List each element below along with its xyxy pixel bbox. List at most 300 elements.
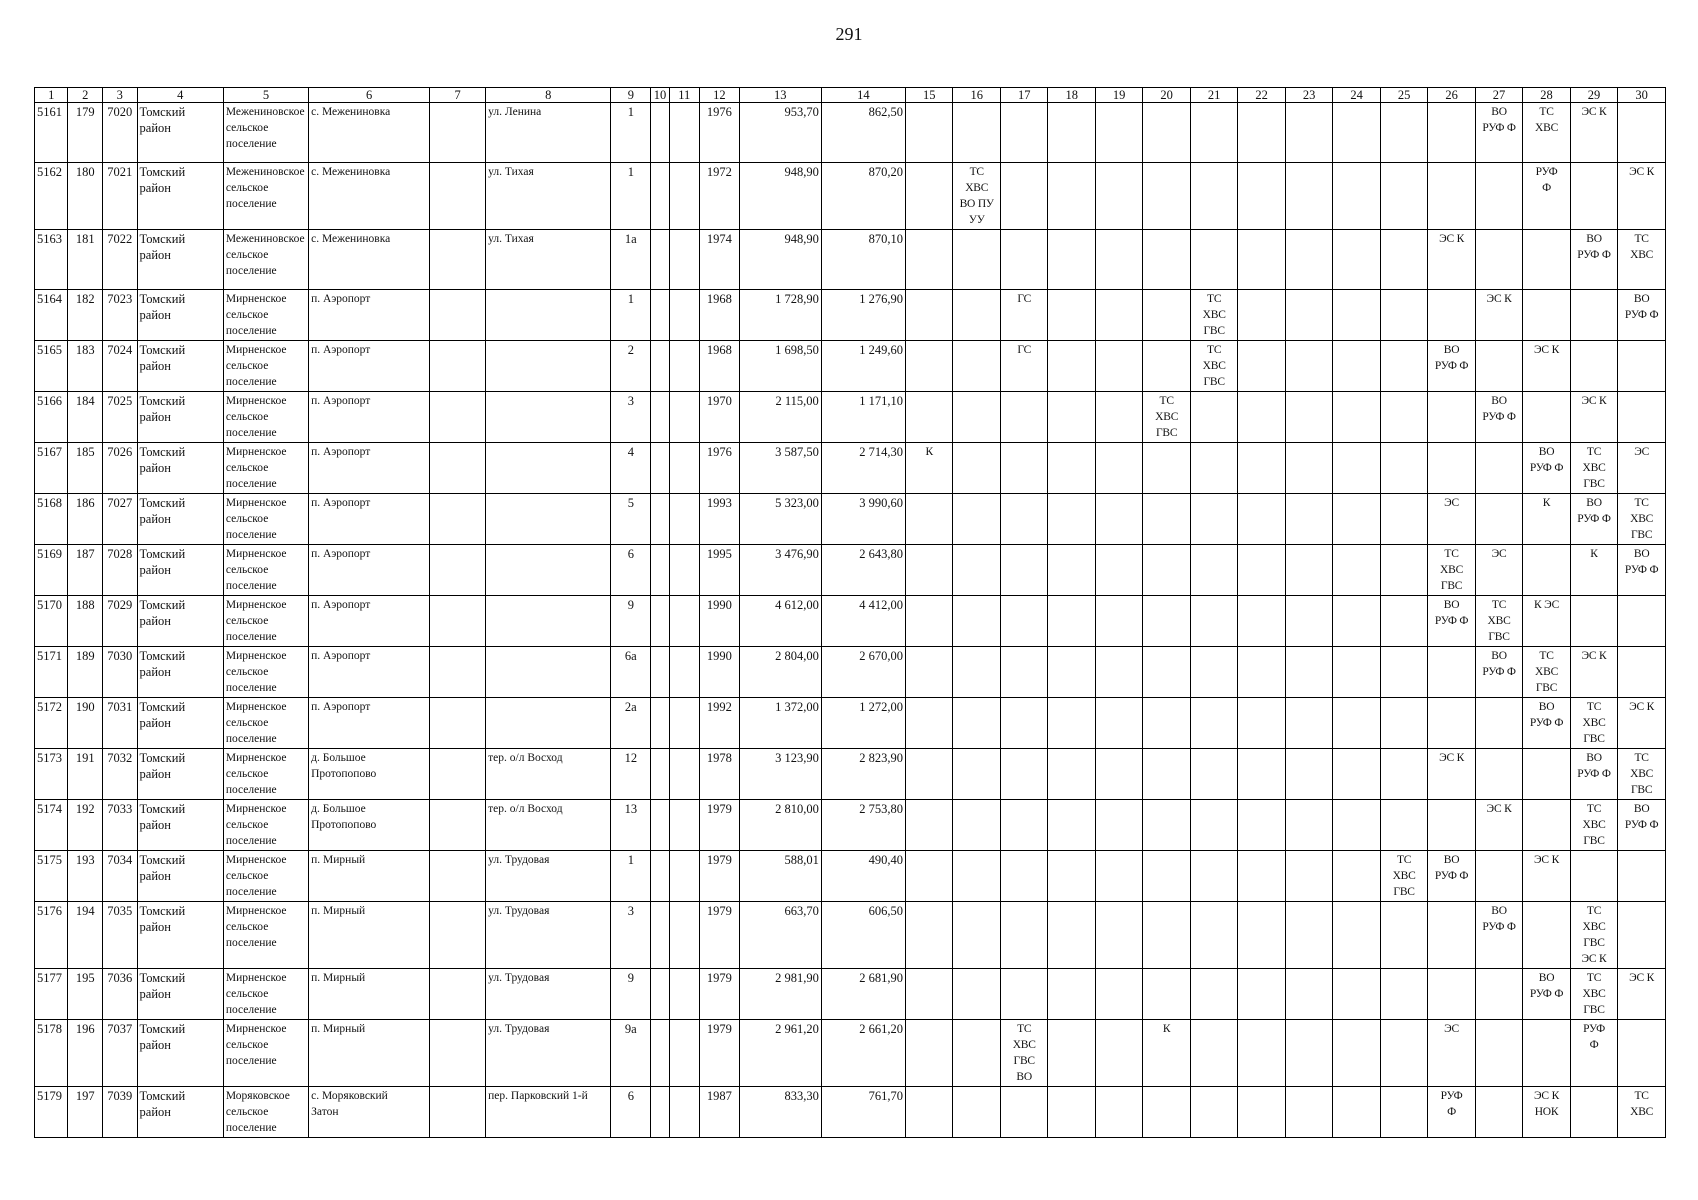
table-cell-col-24 — [1333, 545, 1380, 596]
table-cell-col-1: 5172 — [35, 698, 68, 749]
table-cell-col-18 — [1048, 103, 1095, 163]
table-cell-col-23 — [1285, 1087, 1332, 1138]
table-cell-col-18 — [1048, 443, 1095, 494]
table-cell-col-10 — [651, 443, 669, 494]
table-cell-col-13: 3 123,90 — [739, 749, 821, 800]
table-cell-col-5: Мирненское сельское поселение — [223, 494, 308, 545]
table-cell-col-25: ТС ХВС ГВС — [1380, 851, 1427, 902]
table-cell-col-14: 2 670,00 — [821, 647, 905, 698]
table-cell-col-17 — [1000, 103, 1047, 163]
table-cell-col-7 — [430, 800, 486, 851]
table-cell-col-3: 7030 — [102, 647, 137, 698]
table-cell-col-1: 5162 — [35, 163, 68, 230]
table-cell-col-2: 183 — [68, 341, 103, 392]
table-cell-col-1: 5178 — [35, 1020, 68, 1087]
table-cell-col-4: Томский район — [137, 851, 223, 902]
table-cell-col-15 — [906, 341, 953, 392]
table-cell-col-28: К — [1523, 494, 1570, 545]
table-cell-col-2: 191 — [68, 749, 103, 800]
table-cell-col-5: Межениновское сельское поселение — [223, 163, 308, 230]
table-cell-col-4: Томский район — [137, 230, 223, 290]
table-cell-col-1: 5166 — [35, 392, 68, 443]
table-cell-col-5: Мирненское сельское поселение — [223, 969, 308, 1020]
table-cell-col-21 — [1190, 902, 1237, 969]
table-cell-col-30: ТС ХВС — [1618, 1087, 1666, 1138]
table-cell-col-13: 953,70 — [739, 103, 821, 163]
table-cell-col-12: 1979 — [699, 1020, 739, 1087]
table-cell-col-14: 2 643,80 — [821, 545, 905, 596]
table-cell-col-2: 187 — [68, 545, 103, 596]
table-cell-col-14: 761,70 — [821, 1087, 905, 1138]
table-cell-col-27 — [1475, 230, 1522, 290]
table-cell-col-8 — [486, 392, 611, 443]
table-cell-col-8: ул. Трудовая — [486, 969, 611, 1020]
table-cell-col-12: 1976 — [699, 443, 739, 494]
table-cell-col-8: ул. Ленина — [486, 103, 611, 163]
table-cell-col-23 — [1285, 545, 1332, 596]
table-cell-col-1: 5179 — [35, 1087, 68, 1138]
table-cell-col-17 — [1000, 1087, 1047, 1138]
table-cell-col-26 — [1428, 698, 1475, 749]
table-cell-col-12: 1970 — [699, 392, 739, 443]
table-cell-col-9: 6 — [611, 545, 651, 596]
table-cell-col-4: Томский район — [137, 1087, 223, 1138]
table-cell-col-29: ВО РУФ Ф — [1570, 749, 1617, 800]
table-cell-col-16 — [953, 103, 1000, 163]
table-cell-col-7 — [430, 230, 486, 290]
table-cell-col-2: 182 — [68, 290, 103, 341]
table-cell-col-26 — [1428, 163, 1475, 230]
table-cell-col-8 — [486, 596, 611, 647]
table-cell-col-29: ЭС К — [1570, 392, 1617, 443]
table-cell-col-17 — [1000, 230, 1047, 290]
table-cell-col-3: 7024 — [102, 341, 137, 392]
table-cell-col-8: тер. о/л Восход — [486, 800, 611, 851]
table-cell-col-25 — [1380, 230, 1427, 290]
table-cell-col-2: 188 — [68, 596, 103, 647]
table-cell-col-27: ЭС К — [1475, 800, 1522, 851]
table-cell-col-25 — [1380, 494, 1427, 545]
table-cell-col-26: ВО РУФ Ф — [1428, 596, 1475, 647]
table-cell-col-30 — [1618, 647, 1666, 698]
table-cell-col-23 — [1285, 494, 1332, 545]
table-cell-col-1: 5167 — [35, 443, 68, 494]
table-cell-col-10 — [651, 969, 669, 1020]
table-cell-col-1: 5163 — [35, 230, 68, 290]
table-cell-col-25 — [1380, 392, 1427, 443]
table-cell-col-22 — [1238, 290, 1285, 341]
column-header: 20 — [1143, 88, 1190, 103]
table-cell-col-6: п. Аэропорт — [309, 290, 430, 341]
table-cell-col-20 — [1143, 341, 1190, 392]
table-cell-col-28 — [1523, 1020, 1570, 1087]
column-header: 12 — [699, 88, 739, 103]
table-cell-col-28: ТС ХВС — [1523, 103, 1570, 163]
table-row — [35, 545, 1666, 596]
table-cell-col-21 — [1190, 230, 1237, 290]
table-cell-col-11 — [669, 494, 699, 545]
table-cell-col-13: 2 981,90 — [739, 969, 821, 1020]
table-cell-col-27 — [1475, 698, 1522, 749]
table-cell-col-3: 7037 — [102, 1020, 137, 1087]
table-cell-col-9: 6 — [611, 1087, 651, 1138]
table-cell-col-8 — [486, 341, 611, 392]
table-cell-col-14: 490,40 — [821, 851, 905, 902]
table-cell-col-3: 7039 — [102, 1087, 137, 1138]
table-cell-col-10 — [651, 230, 669, 290]
table-cell-col-22 — [1238, 902, 1285, 969]
table-cell-col-14: 870,10 — [821, 230, 905, 290]
table-cell-col-14: 2 823,90 — [821, 749, 905, 800]
table-cell-col-28 — [1523, 902, 1570, 969]
table-cell-col-17: ГС — [1000, 290, 1047, 341]
table-cell-col-2: 189 — [68, 647, 103, 698]
table-cell-col-4: Томский район — [137, 800, 223, 851]
table-cell-col-2: 186 — [68, 494, 103, 545]
table-cell-col-22 — [1238, 443, 1285, 494]
table-cell-col-4: Томский район — [137, 647, 223, 698]
table-cell-col-28: ВО РУФ Ф — [1523, 443, 1570, 494]
table-cell-col-20: К — [1143, 1020, 1190, 1087]
table-cell-col-27: ВО РУФ Ф — [1475, 902, 1522, 969]
table-cell-col-3: 7023 — [102, 290, 137, 341]
table-cell-col-3: 7027 — [102, 494, 137, 545]
table-cell-col-27 — [1475, 494, 1522, 545]
table-cell-col-11 — [669, 596, 699, 647]
table-cell-col-26 — [1428, 443, 1475, 494]
table-cell-col-20 — [1143, 698, 1190, 749]
table-cell-col-30 — [1618, 902, 1666, 969]
table-cell-col-15 — [906, 545, 953, 596]
table-cell-col-17 — [1000, 392, 1047, 443]
table-cell-col-2: 197 — [68, 1087, 103, 1138]
table-cell-col-7 — [430, 1087, 486, 1138]
column-header: 7 — [430, 88, 486, 103]
table-cell-col-16 — [953, 647, 1000, 698]
table-cell-col-14: 4 412,00 — [821, 596, 905, 647]
table-cell-col-6: п. Аэропорт — [309, 596, 430, 647]
table-cell-col-6: п. Аэропорт — [309, 698, 430, 749]
table-cell-col-16 — [953, 749, 1000, 800]
table-cell-col-13: 948,90 — [739, 163, 821, 230]
table-cell-col-25 — [1380, 341, 1427, 392]
table-cell-col-6: п. Мирный — [309, 902, 430, 969]
table-cell-col-26: ВО РУФ Ф — [1428, 851, 1475, 902]
table-row — [35, 230, 1666, 290]
table-cell-col-20 — [1143, 749, 1190, 800]
table-cell-col-12: 1992 — [699, 698, 739, 749]
table-row — [35, 749, 1666, 800]
table-cell-col-3: 7020 — [102, 103, 137, 163]
table-cell-col-25 — [1380, 800, 1427, 851]
table-cell-col-29: ЭС К — [1570, 647, 1617, 698]
table-cell-col-28: ВО РУФ Ф — [1523, 698, 1570, 749]
table-cell-col-27 — [1475, 341, 1522, 392]
table-cell-col-3: 7022 — [102, 230, 137, 290]
table-cell-col-22 — [1238, 969, 1285, 1020]
table-cell-col-4: Томский район — [137, 969, 223, 1020]
table-cell-col-30: ТС ХВС ГВС — [1618, 749, 1666, 800]
table-cell-col-8 — [486, 545, 611, 596]
table-cell-col-24 — [1333, 902, 1380, 969]
table-cell-col-21 — [1190, 545, 1237, 596]
table-cell-col-11 — [669, 969, 699, 1020]
table-cell-col-16 — [953, 545, 1000, 596]
table-cell-col-15 — [906, 1020, 953, 1087]
table-cell-col-15 — [906, 163, 953, 230]
table-cell-col-6: д. Большое Протопопово — [309, 749, 430, 800]
table-cell-col-20 — [1143, 902, 1190, 969]
table-cell-col-15 — [906, 596, 953, 647]
table-cell-col-18 — [1048, 290, 1095, 341]
column-header: 27 — [1475, 88, 1522, 103]
table-cell-col-17 — [1000, 902, 1047, 969]
table-cell-col-4: Томский район — [137, 341, 223, 392]
table-cell-col-30: ЭС — [1618, 443, 1666, 494]
table-cell-col-16 — [953, 902, 1000, 969]
table-cell-col-22 — [1238, 596, 1285, 647]
table-cell-col-18 — [1048, 698, 1095, 749]
column-header: 17 — [1000, 88, 1047, 103]
table-cell-col-13: 3 587,50 — [739, 443, 821, 494]
table-cell-col-10 — [651, 749, 669, 800]
table-cell-col-19 — [1095, 545, 1142, 596]
table-cell-col-13: 948,90 — [739, 230, 821, 290]
table-cell-col-15 — [906, 1087, 953, 1138]
table-cell-col-9: 2 — [611, 341, 651, 392]
table-cell-col-9: 2а — [611, 698, 651, 749]
table-cell-col-18 — [1048, 902, 1095, 969]
table-cell-col-27: ВО РУФ Ф — [1475, 647, 1522, 698]
table-cell-col-24 — [1333, 103, 1380, 163]
housing-registry-table — [34, 87, 1666, 1138]
table-row — [35, 698, 1666, 749]
table-cell-col-21 — [1190, 494, 1237, 545]
table-cell-col-28: ТС ХВС ГВС — [1523, 647, 1570, 698]
table-cell-col-30 — [1618, 341, 1666, 392]
table-cell-col-27 — [1475, 443, 1522, 494]
table-cell-col-9: 5 — [611, 494, 651, 545]
table-cell-col-15: К — [906, 443, 953, 494]
table-cell-col-1: 5177 — [35, 969, 68, 1020]
table-cell-col-19 — [1095, 290, 1142, 341]
column-header: 9 — [611, 88, 651, 103]
table-cell-col-4: Томский район — [137, 290, 223, 341]
table-cell-col-29 — [1570, 851, 1617, 902]
table-cell-col-10 — [651, 341, 669, 392]
table-cell-col-28: ВО РУФ Ф — [1523, 969, 1570, 1020]
table-cell-col-7 — [430, 392, 486, 443]
table-cell-col-29 — [1570, 1087, 1617, 1138]
table-cell-col-9: 6а — [611, 647, 651, 698]
table-cell-col-8: ул. Трудовая — [486, 902, 611, 969]
column-header: 16 — [953, 88, 1000, 103]
table-cell-col-28 — [1523, 545, 1570, 596]
table-cell-col-23 — [1285, 969, 1332, 1020]
table-cell-col-7 — [430, 443, 486, 494]
table-cell-col-18 — [1048, 851, 1095, 902]
table-row — [35, 494, 1666, 545]
table-cell-col-5: Мирненское сельское поселение — [223, 902, 308, 969]
table-cell-col-9: 4 — [611, 443, 651, 494]
column-header: 25 — [1380, 88, 1427, 103]
table-cell-col-5: Мирненское сельское поселение — [223, 800, 308, 851]
table-cell-col-14: 3 990,60 — [821, 494, 905, 545]
table-cell-col-24 — [1333, 851, 1380, 902]
table-cell-col-19 — [1095, 103, 1142, 163]
table-cell-col-14: 870,20 — [821, 163, 905, 230]
table-cell-col-1: 5165 — [35, 341, 68, 392]
table-cell-col-2: 193 — [68, 851, 103, 902]
table-cell-col-5: Мирненское сельское поселение — [223, 290, 308, 341]
table-cell-col-27: ЭС К — [1475, 290, 1522, 341]
table-cell-col-20 — [1143, 103, 1190, 163]
table-cell-col-22 — [1238, 230, 1285, 290]
table-cell-col-17 — [1000, 545, 1047, 596]
table-cell-col-15 — [906, 851, 953, 902]
table-cell-col-20 — [1143, 163, 1190, 230]
table-cell-col-19 — [1095, 494, 1142, 545]
table-cell-col-24 — [1333, 230, 1380, 290]
table-cell-col-15 — [906, 800, 953, 851]
table-cell-col-26 — [1428, 647, 1475, 698]
table-cell-col-30: ЭС К — [1618, 163, 1666, 230]
table-cell-col-25 — [1380, 545, 1427, 596]
table-cell-col-15 — [906, 969, 953, 1020]
table-cell-col-16 — [953, 290, 1000, 341]
table-cell-col-13: 1 698,50 — [739, 341, 821, 392]
table-cell-col-30: ЭС К — [1618, 969, 1666, 1020]
table-cell-col-17 — [1000, 163, 1047, 230]
table-cell-col-24 — [1333, 443, 1380, 494]
table-cell-col-11 — [669, 290, 699, 341]
table-cell-col-7 — [430, 1020, 486, 1087]
table-cell-col-17 — [1000, 800, 1047, 851]
table-cell-col-24 — [1333, 647, 1380, 698]
table-cell-col-12: 1987 — [699, 1087, 739, 1138]
table-cell-col-14: 2 753,80 — [821, 800, 905, 851]
table-cell-col-5: Мирненское сельское поселение — [223, 392, 308, 443]
table-cell-col-14: 1 249,60 — [821, 341, 905, 392]
table-cell-col-14: 862,50 — [821, 103, 905, 163]
table-row — [35, 647, 1666, 698]
table-cell-col-21 — [1190, 1020, 1237, 1087]
table-cell-col-29 — [1570, 341, 1617, 392]
table-cell-col-26 — [1428, 290, 1475, 341]
table-row — [35, 800, 1666, 851]
table-cell-col-5: Мирненское сельское поселение — [223, 749, 308, 800]
table-cell-col-22 — [1238, 698, 1285, 749]
table-row — [35, 103, 1666, 163]
table-cell-col-5: Мирненское сельское поселение — [223, 1020, 308, 1087]
table-cell-col-23 — [1285, 851, 1332, 902]
table-cell-col-23 — [1285, 163, 1332, 230]
table-cell-col-17 — [1000, 969, 1047, 1020]
table-cell-col-6: п. Аэропорт — [309, 545, 430, 596]
column-header: 24 — [1333, 88, 1380, 103]
table-cell-col-23 — [1285, 749, 1332, 800]
column-header: 8 — [486, 88, 611, 103]
table-cell-col-10 — [651, 545, 669, 596]
table-cell-col-30: ВО РУФ Ф — [1618, 290, 1666, 341]
table-cell-col-22 — [1238, 851, 1285, 902]
table-cell-col-25 — [1380, 698, 1427, 749]
table-cell-col-7 — [430, 163, 486, 230]
table-cell-col-2: 181 — [68, 230, 103, 290]
table-cell-col-23 — [1285, 230, 1332, 290]
table-cell-col-4: Томский район — [137, 494, 223, 545]
table-cell-col-18 — [1048, 545, 1095, 596]
table-cell-col-16 — [953, 800, 1000, 851]
table-cell-col-24 — [1333, 800, 1380, 851]
table-cell-col-27 — [1475, 851, 1522, 902]
table-cell-col-4: Томский район — [137, 103, 223, 163]
table-cell-col-3: 7021 — [102, 163, 137, 230]
table-cell-col-24 — [1333, 290, 1380, 341]
table-cell-col-18 — [1048, 392, 1095, 443]
column-header: 5 — [223, 88, 308, 103]
table-row — [35, 902, 1666, 969]
table-cell-col-20 — [1143, 230, 1190, 290]
table-cell-col-12: 1979 — [699, 969, 739, 1020]
table-cell-col-21 — [1190, 1087, 1237, 1138]
table-cell-col-6: п. Аэропорт — [309, 494, 430, 545]
table-cell-col-26: РУФ Ф — [1428, 1087, 1475, 1138]
table-cell-col-12: 1972 — [699, 163, 739, 230]
table-cell-col-16 — [953, 230, 1000, 290]
table-cell-col-1: 5164 — [35, 290, 68, 341]
table-cell-col-30 — [1618, 103, 1666, 163]
table-cell-col-29: К — [1570, 545, 1617, 596]
column-header: 3 — [102, 88, 137, 103]
table-cell-col-29: ТС ХВС ГВС ЭС К — [1570, 902, 1617, 969]
table-cell-col-13: 2 115,00 — [739, 392, 821, 443]
table-cell-col-3: 7033 — [102, 800, 137, 851]
table-cell-col-8: тер. о/л Восход — [486, 749, 611, 800]
table-cell-col-23 — [1285, 341, 1332, 392]
table-cell-col-24 — [1333, 1087, 1380, 1138]
table-cell-col-3: 7028 — [102, 545, 137, 596]
table-cell-col-7 — [430, 103, 486, 163]
table-cell-col-1: 5173 — [35, 749, 68, 800]
table-cell-col-12: 1978 — [699, 749, 739, 800]
table-cell-col-29: ТС ХВС ГВС — [1570, 800, 1617, 851]
table-cell-col-11 — [669, 341, 699, 392]
table-cell-col-6: п. Мирный — [309, 969, 430, 1020]
table-cell-col-22 — [1238, 163, 1285, 230]
table-cell-col-23 — [1285, 902, 1332, 969]
table-cell-col-14: 2 714,30 — [821, 443, 905, 494]
table-cell-col-4: Томский район — [137, 596, 223, 647]
table-cell-col-21: ТС ХВС ГВС — [1190, 341, 1237, 392]
table-cell-col-4: Томский район — [137, 163, 223, 230]
table-cell-col-18 — [1048, 230, 1095, 290]
table-cell-col-23 — [1285, 800, 1332, 851]
table-cell-col-13: 2 804,00 — [739, 647, 821, 698]
table-cell-col-23 — [1285, 596, 1332, 647]
table-cell-col-25 — [1380, 1087, 1427, 1138]
table-cell-col-23 — [1285, 1020, 1332, 1087]
table-cell-col-15 — [906, 494, 953, 545]
table-cell-col-28 — [1523, 800, 1570, 851]
table-cell-col-22 — [1238, 647, 1285, 698]
table-cell-col-10 — [651, 647, 669, 698]
column-header: 14 — [821, 88, 905, 103]
table-cell-col-11 — [669, 800, 699, 851]
table-cell-col-10 — [651, 1087, 669, 1138]
table-cell-col-27 — [1475, 1087, 1522, 1138]
table-cell-col-19 — [1095, 902, 1142, 969]
